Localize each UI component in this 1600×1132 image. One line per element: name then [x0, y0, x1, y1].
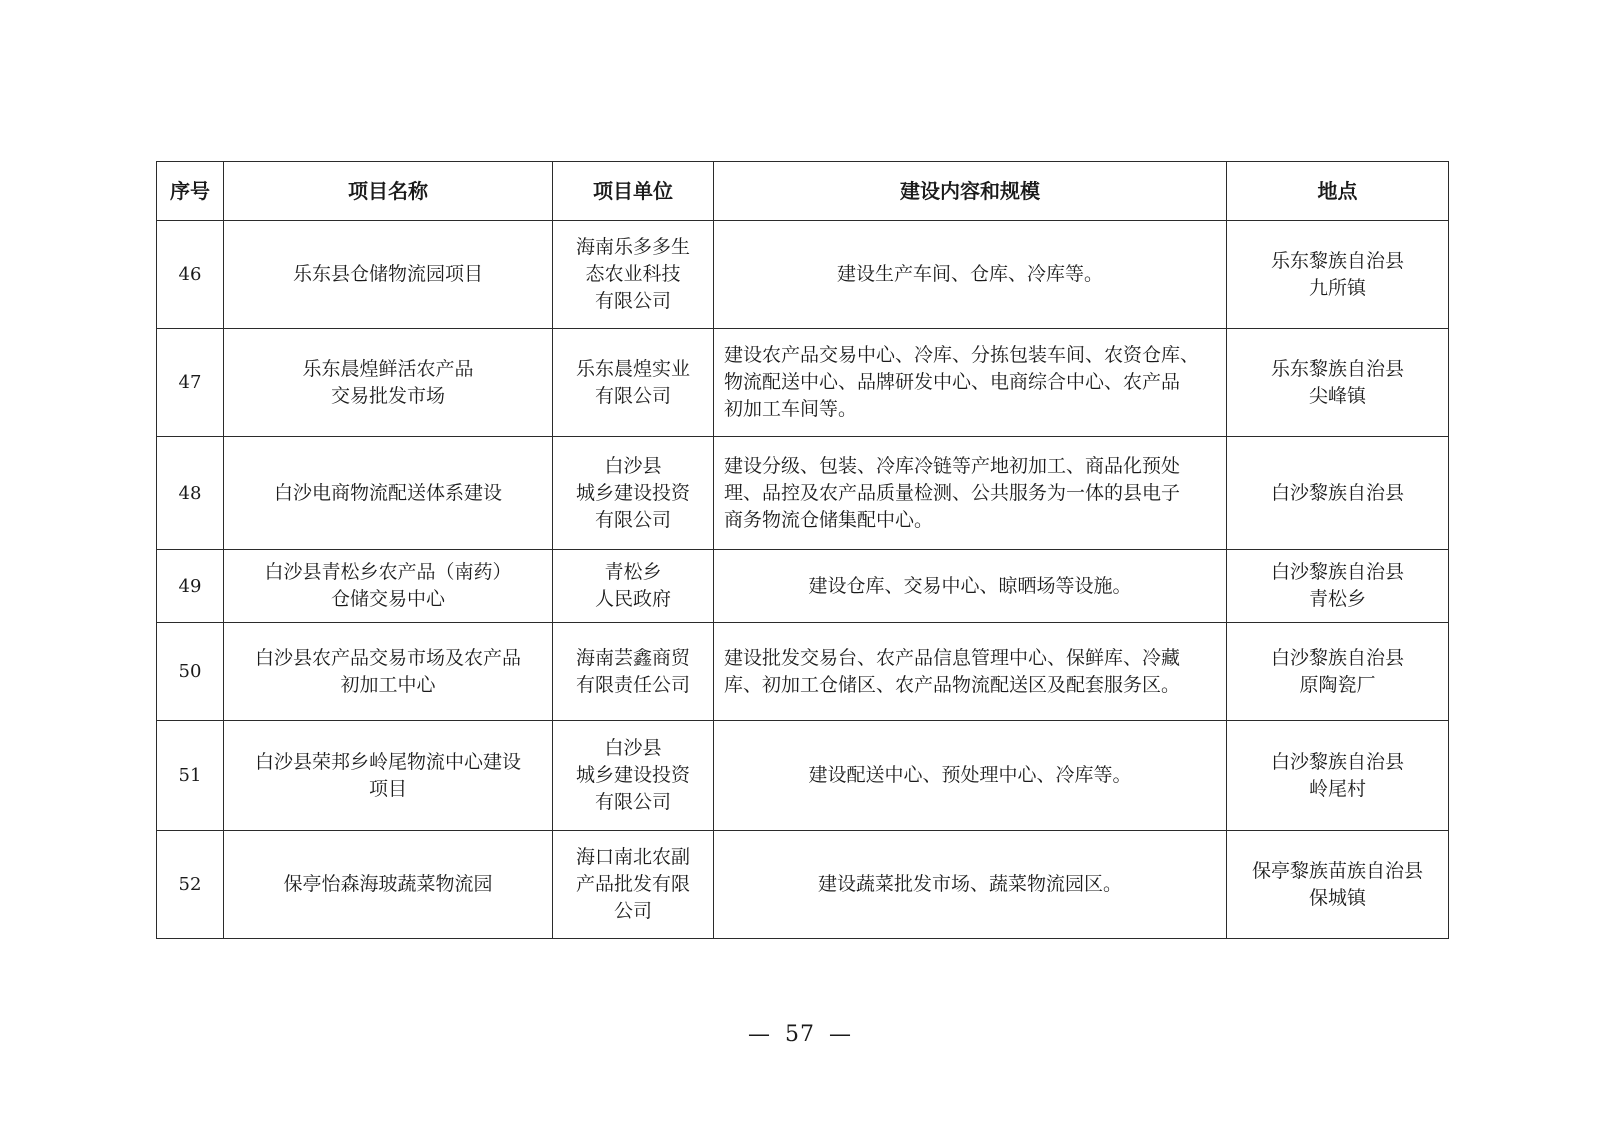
cell-project-name-line: 乐东晨煌鲜活农产品 — [302, 357, 474, 380]
cell-location — [1227, 437, 1449, 550]
table-row — [157, 221, 1449, 329]
project-table — [156, 161, 1449, 939]
page-number-footer — [0, 1022, 1600, 1047]
cell-project-unit-line: 产品批发有限 — [575, 873, 690, 895]
cell-project-name — [224, 831, 553, 939]
cell-project-name — [224, 623, 553, 721]
cell-construction-content-line: 建设蔬菜批发市场、蔬菜物流园区。 — [817, 873, 1122, 895]
table-row — [157, 623, 1449, 721]
cell-project-name-line: 初加工中心 — [340, 673, 436, 696]
table-header-row — [157, 162, 1449, 221]
cell-project-unit-line: 有限公司 — [594, 290, 671, 312]
cell-location-line: 保亭黎族苗族自治县 — [1251, 859, 1423, 882]
cell-construction-content — [714, 623, 1227, 721]
cell-project-name-line: 白沙县青松乡农产品（南药） — [264, 561, 512, 583]
cell-location-line: 白沙黎族自治县 — [1270, 750, 1404, 773]
cell-project-unit-line: 海口南北农副 — [575, 846, 690, 868]
cell-construction-content-line: 初加工车间等。 — [724, 398, 858, 420]
cell-location — [1227, 721, 1449, 831]
cell-project-name — [224, 721, 553, 831]
cell-construction-content — [714, 721, 1227, 831]
cell-construction-content — [714, 437, 1227, 550]
cell-location-line: 九所镇 — [1308, 276, 1366, 299]
cell-project-unit — [553, 831, 714, 939]
cell-project-name-line: 仓储交易中心 — [330, 588, 445, 610]
table-row — [157, 831, 1449, 939]
cell-project-name-line: 项目 — [368, 777, 407, 800]
page-number-dash-left: — — [748, 1022, 771, 1047]
cell-location-line: 乐东黎族自治县 — [1270, 249, 1404, 272]
cell-location-line: 青松乡 — [1308, 588, 1366, 610]
cell-project-unit-line: 有限公司 — [594, 384, 671, 407]
cell-serial: 48 — [157, 437, 224, 550]
cell-project-unit — [553, 329, 714, 437]
cell-serial: 46 — [157, 221, 224, 329]
cell-project-unit-line: 有限公司 — [594, 791, 671, 813]
cell-project-unit-line: 有限公司 — [594, 508, 671, 531]
cell-project-unit-line: 人民政府 — [594, 588, 671, 610]
table-row — [157, 437, 1449, 550]
header-serial: 序号 — [157, 162, 224, 221]
cell-project-unit-line: 有限责任公司 — [575, 673, 690, 696]
cell-project-unit-line: 乐东晨煌实业 — [575, 357, 690, 380]
cell-construction-content-line: 建设配送中心、预处理中心、冷库等。 — [808, 764, 1132, 786]
header-project-unit: 项目单位 — [553, 162, 714, 221]
cell-location-line: 白沙黎族自治县 — [1270, 646, 1404, 669]
cell-location — [1227, 329, 1449, 437]
cell-location-line: 白沙黎族自治县 — [1270, 561, 1404, 583]
cell-project-name-line: 乐东县仓储物流园项目 — [292, 263, 483, 285]
cell-construction-content — [714, 550, 1227, 623]
cell-location — [1227, 831, 1449, 939]
cell-serial: 49 — [157, 550, 224, 623]
cell-construction-content-line: 物流配送中心、品牌研发中心、电商综合中心、农产品 — [724, 371, 1181, 393]
page-number: 57 — [785, 1022, 815, 1047]
cell-construction-content-line: 建设农产品交易中心、冷库、分拣包装车间、农资仓库、 — [724, 344, 1200, 366]
cell-construction-content-line: 库、初加工仓储区、农产品物流配送区及配套服务区。 — [724, 673, 1181, 696]
cell-project-unit-line: 态农业科技 — [585, 263, 681, 285]
cell-location — [1227, 623, 1449, 721]
cell-project-unit-line: 青松乡 — [604, 561, 662, 583]
table-row — [157, 550, 1449, 623]
cell-location-line: 岭尾村 — [1308, 777, 1366, 800]
table-row — [157, 329, 1449, 437]
cell-project-unit — [553, 550, 714, 623]
cell-project-name-line: 白沙县农产品交易市场及农产品 — [254, 646, 521, 669]
cell-project-name-line: 白沙电商物流配送体系建设 — [273, 481, 502, 504]
cell-project-unit-line: 城乡建设投资 — [575, 764, 690, 786]
page-number-dash-right: — — [829, 1022, 852, 1047]
cell-project-name — [224, 437, 553, 550]
cell-construction-content — [714, 221, 1227, 329]
cell-project-unit-line: 白沙县 — [604, 737, 662, 759]
cell-serial: 52 — [157, 831, 224, 939]
cell-project-name-line: 白沙县荣邦乡岭尾物流中心建设 — [254, 750, 521, 773]
cell-project-unit-line: 海南芸鑫商贸 — [575, 646, 690, 669]
cell-project-name — [224, 550, 553, 623]
cell-project-name — [224, 221, 553, 329]
cell-construction-content — [714, 831, 1227, 939]
cell-location — [1227, 550, 1449, 623]
cell-construction-content-line: 建设批发交易台、农产品信息管理中心、保鲜库、冷藏 — [724, 646, 1181, 669]
cell-location-line: 乐东黎族自治县 — [1270, 357, 1404, 380]
cell-construction-content-line: 商务物流仓储集配中心。 — [724, 508, 934, 531]
cell-construction-content — [714, 329, 1227, 437]
cell-project-name-line: 交易批发市场 — [330, 384, 445, 407]
cell-project-unit-line: 公司 — [613, 900, 652, 922]
cell-location-line: 尖峰镇 — [1308, 384, 1366, 407]
cell-construction-content-line: 建设生产车间、仓库、冷库等。 — [836, 263, 1103, 285]
table-body — [157, 221, 1449, 939]
cell-project-unit-line: 海南乐多多生 — [575, 236, 690, 258]
cell-construction-content-line: 建设仓库、交易中心、晾晒场等设施。 — [808, 574, 1132, 597]
cell-serial: 50 — [157, 623, 224, 721]
cell-location-line: 保城镇 — [1308, 886, 1366, 909]
cell-project-name — [224, 329, 553, 437]
cell-location-line: 原陶瓷厂 — [1299, 673, 1376, 696]
cell-project-unit-line: 白沙县 — [604, 454, 662, 477]
cell-project-unit — [553, 623, 714, 721]
cell-project-name-line: 保亭怡森海玻蔬菜物流园 — [283, 873, 493, 895]
header-project-name: 项目名称 — [224, 162, 553, 221]
table-row — [157, 721, 1449, 831]
cell-project-unit — [553, 221, 714, 329]
cell-serial: 47 — [157, 329, 224, 437]
cell-serial: 51 — [157, 721, 224, 831]
cell-construction-content-line: 理、品控及农产品质量检测、公共服务为一体的县电子 — [724, 481, 1181, 504]
header-location: 地点 — [1227, 162, 1449, 221]
cell-project-unit-line: 城乡建设投资 — [575, 481, 690, 504]
cell-location — [1227, 221, 1449, 329]
cell-location-line: 白沙黎族自治县 — [1270, 481, 1404, 504]
cell-project-unit — [553, 721, 714, 831]
cell-construction-content-line: 建设分级、包装、冷库冷链等产地初加工、商品化预处 — [724, 454, 1181, 477]
header-construction-content: 建设内容和规模 — [714, 162, 1227, 221]
cell-project-unit — [553, 437, 714, 550]
